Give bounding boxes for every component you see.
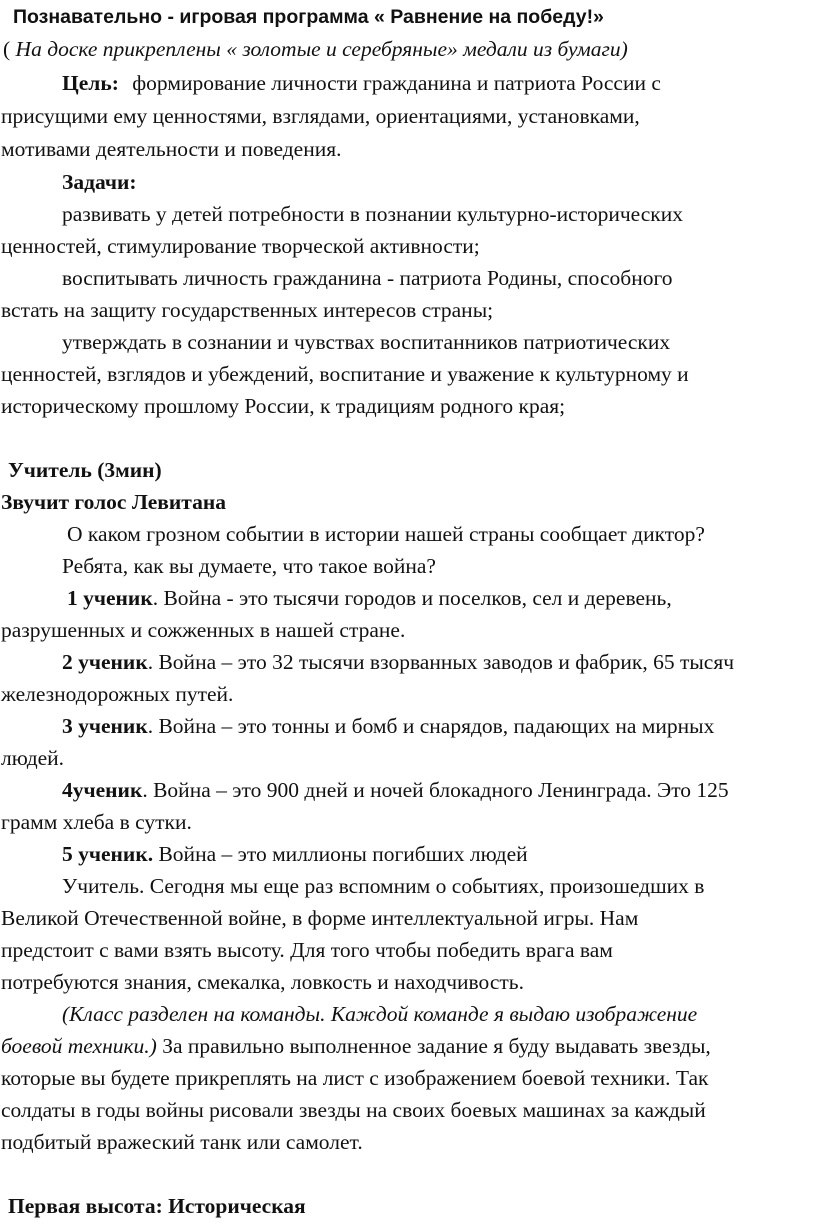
task-1-line-1: развивать у детей потребности в познании культурно-исторических [62,202,683,226]
teacher-speech-line-2: Великой Отечественной войне, в форме интеллектуальной игры. Нам [1,906,639,930]
board-note [3,34,628,64]
teacher-speech-line-4: потребуются знания, смекалка, ловкость и находчивость. [1,970,524,994]
board-note-text: На доске прикреплены « золотые и серебряные» медали из бумаги) [15,37,628,61]
student-1-line-2: разрушенных и сожженных в нашей стране. [1,618,406,642]
task-3-line-1: утверждать в сознании и чувствах воспитанников патриотических [62,330,671,354]
first-height-heading: Первая высота: Историческая [8,1194,306,1218]
levitan-heading: Звучит голос Левитана [1,490,226,514]
class-note-line-4: солдаты в годы войны рисовали звезды на своих боевых машинах за каждый [1,1098,706,1122]
board-note-paren: ( [3,37,11,61]
student-4-label: 4ученик [62,778,143,802]
student-3-line-2: людей. [1,746,65,770]
teacher-heading: Учитель (3мин) [8,458,162,482]
class-note-line-3: которые вы будете прикреплять на лист с изображением боевой техники. Так [1,1066,709,1090]
student-4-text: . Война – это 900 дней и ночей блокадного Ленинграда. Это 125 [142,778,729,802]
goal-label: Цель: [62,71,119,95]
task-2-line-2: встать на защиту государственных интересов страны; [1,298,494,322]
goal-text-1: формирование личности гражданина и патриота России с [132,71,661,95]
task-3-line-3: историческому прошлому России, к традициям родного края; [1,394,566,418]
student-5-line-1 [62,839,528,869]
student-1-label: 1 ученик [67,586,153,610]
class-note-line-2 [1,1031,711,1061]
task-1-line-2: ценностей, стимулирование творческой активности; [1,234,480,258]
tasks-heading: Задачи: [62,170,137,194]
task-2-line-1: воспитывать личность гражданина - патриота Родины, способного [62,266,673,290]
student-2-label: 2 ученик [62,650,148,674]
class-note-line-5: подбитый вражеский танк или самолет. [1,1130,363,1154]
teacher-speech-line-1: Учитель. Сегодня мы еще раз вспомним о событиях, произошедших в [62,874,705,898]
class-note-italic-end: боевой техники.) [1,1034,157,1058]
question-2: Ребята, как вы думаете, что такое война? [62,554,436,578]
student-3-text: . Война – это тонны и бомб и снарядов, падающих на мирных [147,714,715,738]
student-5-label: 5 ученик. [62,842,154,866]
class-note-line-1: (Класс разделен на команды. Каждой команде я выдаю изображение [62,1002,698,1026]
goal-line-1 [62,68,812,98]
student-2-line-1 [62,647,734,677]
goal-line-3: мотивами деятельности и поведения. [1,137,342,161]
student-1-text: . Война - это тысячи городов и поселков, сел и деревень, [152,586,672,610]
question-1: О каком грозном событии в истории нашей страны сообщает диктор? [67,522,705,546]
class-note-text: За правильно выполненное задание я буду выдавать звезды, [156,1034,711,1058]
student-5-text: Война – это миллионы погибших людей [153,842,528,866]
teacher-speech-line-3: предстоит с вами взять высоту. Для того чтобы победить врага вам [1,938,613,962]
student-3-label: 3 ученик [62,714,148,738]
student-2-line-2: железнодорожных путей. [1,682,234,706]
student-2-text: . Война – это 32 тысячи взорванных заводов и фабрик, 65 тысяч [147,650,735,674]
goal-line-2: присущими ему ценностями, взглядами, ориентациями, установками, [1,104,640,128]
student-1-line-1 [67,583,672,613]
program-title: Познавательно - игровая программа « Равнение на победу!» [13,6,604,28]
task-3-line-2: ценностей, взглядов и убеждений, воспитание и уважение к культурному и [1,362,689,386]
student-4-line-2: грамм хлеба в сутки. [1,810,192,834]
student-4-line-1 [62,775,729,805]
student-3-line-1 [62,711,714,741]
